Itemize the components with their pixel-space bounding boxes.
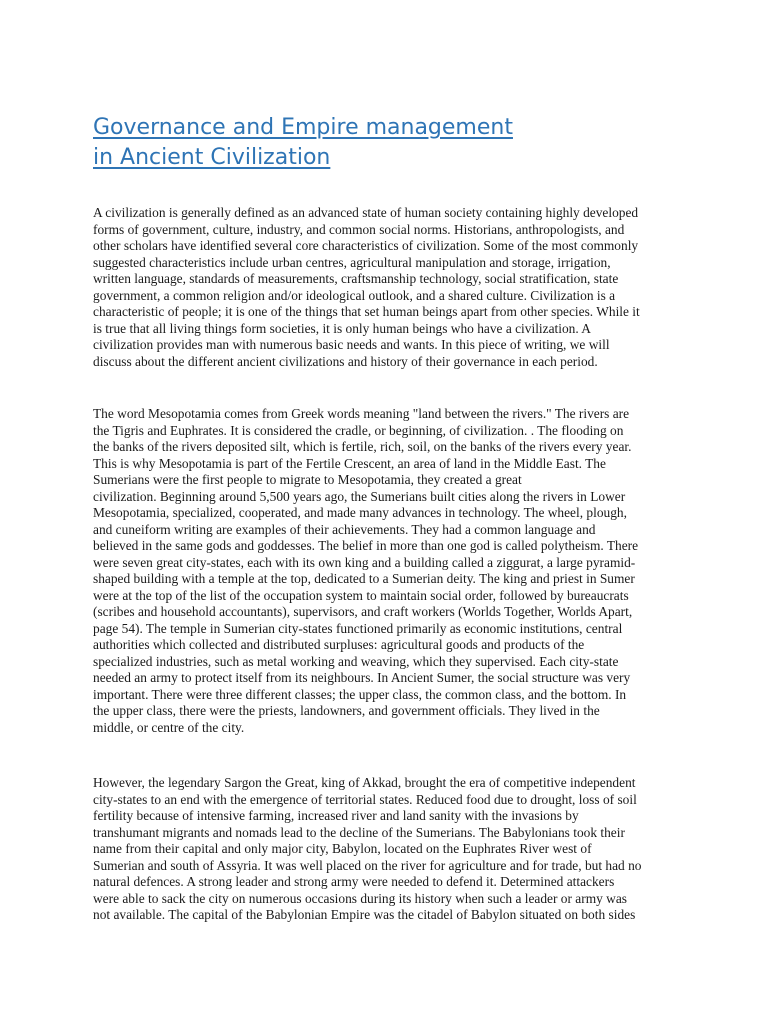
document-title: Governance and Empire management in Ancient Civilization: [93, 115, 513, 170]
paragraph-mesopotamia: The word Mesopotamia comes from Greek words meaning "land between the rivers." The rivers are the Tigris and Euphrates. It is considered the cradle, or beginning, of civilization. . The flooding on the banks of the rivers deposited silt, which is fertile, rich, soil, on the banks of the rivers every year. This is why Mesopotamia is part of the Fertile Crescent, an area of land in the Middle East. The Sumerians were the first people to migrate to Mesopotamia, they created a great civilization. Beginning around 5,500 years ago, the Sumerians built cities along the rivers in Lower Mesopotamia, specialized, cooperated, and made many advances in technology. The wheel, plough, and cuneiform writing are examples of their achievements. They had a common language and believed in the same gods and goddesses. The belief in more than one god is called polytheism. There were seven great city-states, each with its own king and a building called a ziggurat, a large pyramid- shaped building with a temple at the top, dedicated to a Sumerian deity. The king and priest in Sumer were at the top of the list of the occupation system to maintain social order, followed by bureaucrats (scribes and household accountants), supervisors, and craft workers (Worlds Together, Worlds Apart, page 54). The temple in Sumerian city-states functioned primarily as economic institutions, central authorities which collected and distributed surpluses: agricultural goods and products of the specialized industries, such as metal working and weaving, which they supervised. Each city-state needed an army to protect itself from its neighbours. In Ancient Sumer, the social structure was very important. There were three different classes; the upper class, the common class, and the bottom. In the upper class, there were the priests, landowners, and government officials. They lived in the middle, or centre of the city.: [93, 406, 639, 735]
paragraph-babylon: However, the legendary Sargon the Great, king of Akkad, brought the era of competitive independent city-states to an end with the emergence of territorial states. Reduced food due to drought, loss of soil fertility because of intensive farming, increased river and land sanity with the invasions by transhumant migrants and nomads lead to the decline of the Sumerians. The Babylonians took their name from their capital and only major city, Babylon, located on the Euphrates River west of Sumerian and south of Assyria. It was well placed on the river for agriculture and for trade, but had no natural defences. A strong leader and strong army were needed to defend it. Determined attackers were able to sack the city on numerous occasions during its history when such a leader or army was not available. The capital of the Babylonian Empire was the citadel of Babylon situated on both sides: [93, 775, 642, 922]
paragraph-introduction: A civilization is generally defined as an advanced state of human society containing highly developed forms of government, culture, industry, and common social norms. Historians, anthropologists, and other scholars have identified several core characteristics of civilization. Some of the most commonly suggested characteristics include urban centres, agricultural manipulation and storage, irrigation, written language, standards of measurements, craftsmanship technology, social stratification, state government, a common religion and/or ideological outlook, and a shared culture. Civilization is a characteristic of people; it is one of the things that set human beings apart from other species. While it is true that all living things form societies, it is only human beings who have a civilization. A civilization provides man with numerous basic needs and wants. In this piece of writing, we will discuss about the different ancient civilizations and history of their governance in each period.: [93, 205, 640, 369]
